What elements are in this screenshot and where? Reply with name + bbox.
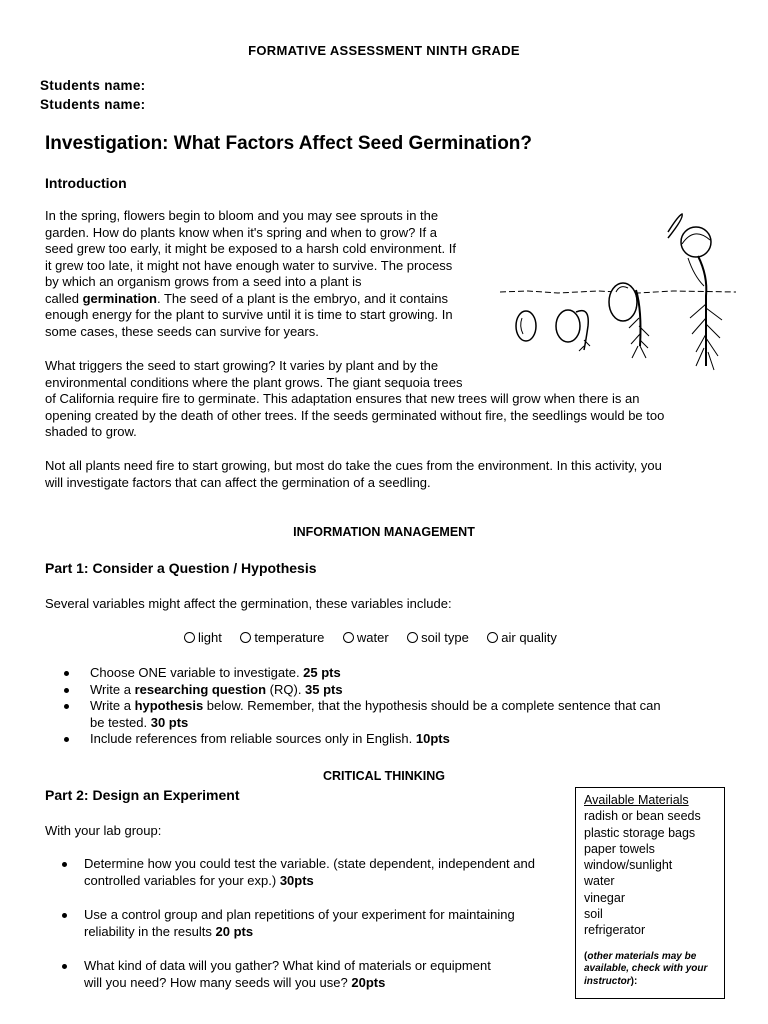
points: 30 pts (150, 714, 189, 730)
option-label: water (356, 630, 389, 645)
material-item: paper towels (584, 841, 655, 856)
text-fragment: ): (630, 975, 638, 987)
text-fragment: ( (584, 950, 588, 962)
option-label: temperature (254, 630, 325, 645)
radio-icon[interactable] (407, 632, 418, 643)
text-line: by which an organism grows from a seed into a plant is (45, 274, 362, 289)
bullet-icon (62, 913, 67, 918)
text-fragment: Write a (90, 698, 135, 713)
text-line: In the spring, flowers begin to bloom and you may see sprouts in the (45, 208, 439, 223)
intro-paragraph-3 (45, 458, 745, 491)
points: 30pts (279, 872, 314, 888)
germination-term: germination (82, 290, 157, 306)
seed-germination-illustration (498, 208, 738, 380)
text-fragment: controlled variables for your exp.) (84, 872, 280, 888)
student-name-label-1: Students name: (40, 78, 146, 93)
material-item: vinegar (584, 890, 625, 905)
information-management-heading: INFORMATION MANAGEMENT (293, 525, 475, 539)
text-line (45, 291, 495, 308)
seed-stage-2 (556, 310, 590, 351)
bullet-icon (62, 862, 67, 867)
material-item: water (584, 874, 615, 889)
available-materials-box (575, 787, 725, 999)
part1-heading: Part 1: Consider a Question / Hypothesis (45, 560, 317, 576)
list-item (90, 665, 730, 682)
points: 35 pts (305, 681, 343, 697)
seed-stage-1 (516, 311, 536, 341)
radio-icon[interactable] (343, 632, 354, 643)
seed-stage-4 (668, 214, 722, 370)
page-title: Investigation: What Factors Affect Seed Germination? (45, 133, 533, 154)
text-fragment: will you need? How many seeds will you use? (84, 974, 352, 990)
text-line: opening created by the death of other trees. If the seeds germinated without fire, the seedlings would be too (45, 407, 665, 423)
radio-icon[interactable] (240, 632, 251, 643)
option-temperature[interactable] (240, 630, 324, 645)
intro-heading: Introduction (45, 175, 127, 191)
part1-intro: Several variables might affect the germination, these variables include: (45, 596, 452, 611)
text-line: of California require fire to germinate. This adaptation ensures that new trees will grow when there is an (45, 391, 640, 406)
option-label: soil type (421, 630, 469, 645)
material-item: plastic storage bags (584, 825, 696, 840)
text-fragment: Use a control group and plan repetitions of your experiment for maintaining (84, 907, 515, 922)
list-item (90, 731, 730, 748)
option-water[interactable] (343, 630, 389, 645)
materials-note (584, 951, 716, 989)
text-line: it grew too late, it might not have enough water to survive. The process (45, 257, 453, 273)
option-label: air quality (501, 630, 557, 645)
text-line: garden. How do plants know when it's spring and when to grow? If a (45, 224, 437, 240)
list-item (84, 958, 574, 991)
intro-paragraph-2 (45, 358, 745, 441)
points: 20pts (351, 974, 386, 990)
list-item (84, 856, 574, 889)
bullet-icon (64, 704, 69, 709)
intro-paragraph-1 (45, 208, 495, 340)
text-fragment: reliability in the results (84, 923, 216, 939)
text-fragment: Choose ONE variable to investigate. (90, 665, 304, 680)
text-line: environmental conditions where the plant grows. The giant sequoia trees (45, 374, 463, 390)
text-line: What triggers the seed to start growing? It varies by plant and by the (45, 358, 439, 373)
seed-stage-3 (609, 283, 649, 358)
text-fragment: below. Remember, that the hypothesis should be a complete sentence that can (203, 698, 661, 713)
text-line: enough energy for the plant to survive until it is time to start growing. In (45, 307, 453, 322)
list-item (90, 698, 730, 731)
option-soil-type[interactable] (407, 630, 469, 645)
bullet-icon (62, 964, 67, 969)
key-term: researching question (134, 681, 267, 697)
list-item (84, 907, 574, 940)
text-fragment: What kind of data will you gather? What kind of materials or equipment (84, 958, 491, 973)
text-fragment: Determine how you could test the variable. (state dependent, independent and (84, 856, 535, 871)
bullet-icon (64, 737, 69, 742)
text-line: Not all plants need fire to start growing, but most do take the cues from the environment. In this activity, you (45, 458, 662, 473)
radio-icon[interactable] (184, 632, 195, 643)
points: 10pts (415, 731, 450, 746)
material-item: radish or bean seeds (584, 809, 701, 824)
text-fragment: (RQ). (266, 681, 306, 697)
text-fragment: called (45, 290, 83, 306)
part2-task-list (84, 856, 574, 991)
material-item: window/sunlight (584, 858, 673, 873)
text-line: will investigate factors that can affect the germination of a seedling. (45, 474, 431, 490)
text-line: seed grew too early, it might be exposed to a harsh cold environment. If (45, 241, 456, 256)
material-item: soil (584, 907, 603, 922)
list-item (90, 682, 730, 699)
points: 25 pts (303, 665, 341, 680)
text-line: some cases, these seeds can survive for years. (45, 323, 319, 339)
text-line: shaded to grow. (45, 424, 137, 439)
option-light[interactable] (184, 630, 222, 645)
option-air-quality[interactable] (487, 630, 557, 645)
text-fragment: be tested. (90, 714, 151, 730)
text-fragment: Include references from reliable sources only in English. (90, 731, 416, 746)
materials-title: Available Materials (584, 793, 689, 807)
text-fragment: other materials may be available, check with your instructor (584, 950, 708, 987)
part2-heading: Part 2: Design an Experiment (45, 787, 240, 803)
student-name-label-2: Students name: (40, 97, 146, 112)
text-fragment: Write a (90, 681, 135, 697)
radio-icon[interactable] (487, 632, 498, 643)
critical-thinking-heading: CRITICAL THINKING (323, 769, 445, 783)
key-term: hypothesis (134, 698, 204, 713)
material-item: refrigerator (584, 923, 646, 938)
part1-task-list (90, 665, 730, 748)
part2-intro: With your lab group: (45, 823, 162, 838)
bullet-icon (64, 688, 69, 693)
assessment-header: FORMATIVE ASSESSMENT NINTH GRADE (248, 43, 520, 58)
points: 20 pts (215, 923, 254, 939)
variable-options (184, 629, 571, 647)
bullet-icon (64, 671, 69, 676)
option-label: light (198, 630, 222, 645)
text-fragment: . The seed of a plant is the embryo, and it contains (156, 290, 448, 306)
